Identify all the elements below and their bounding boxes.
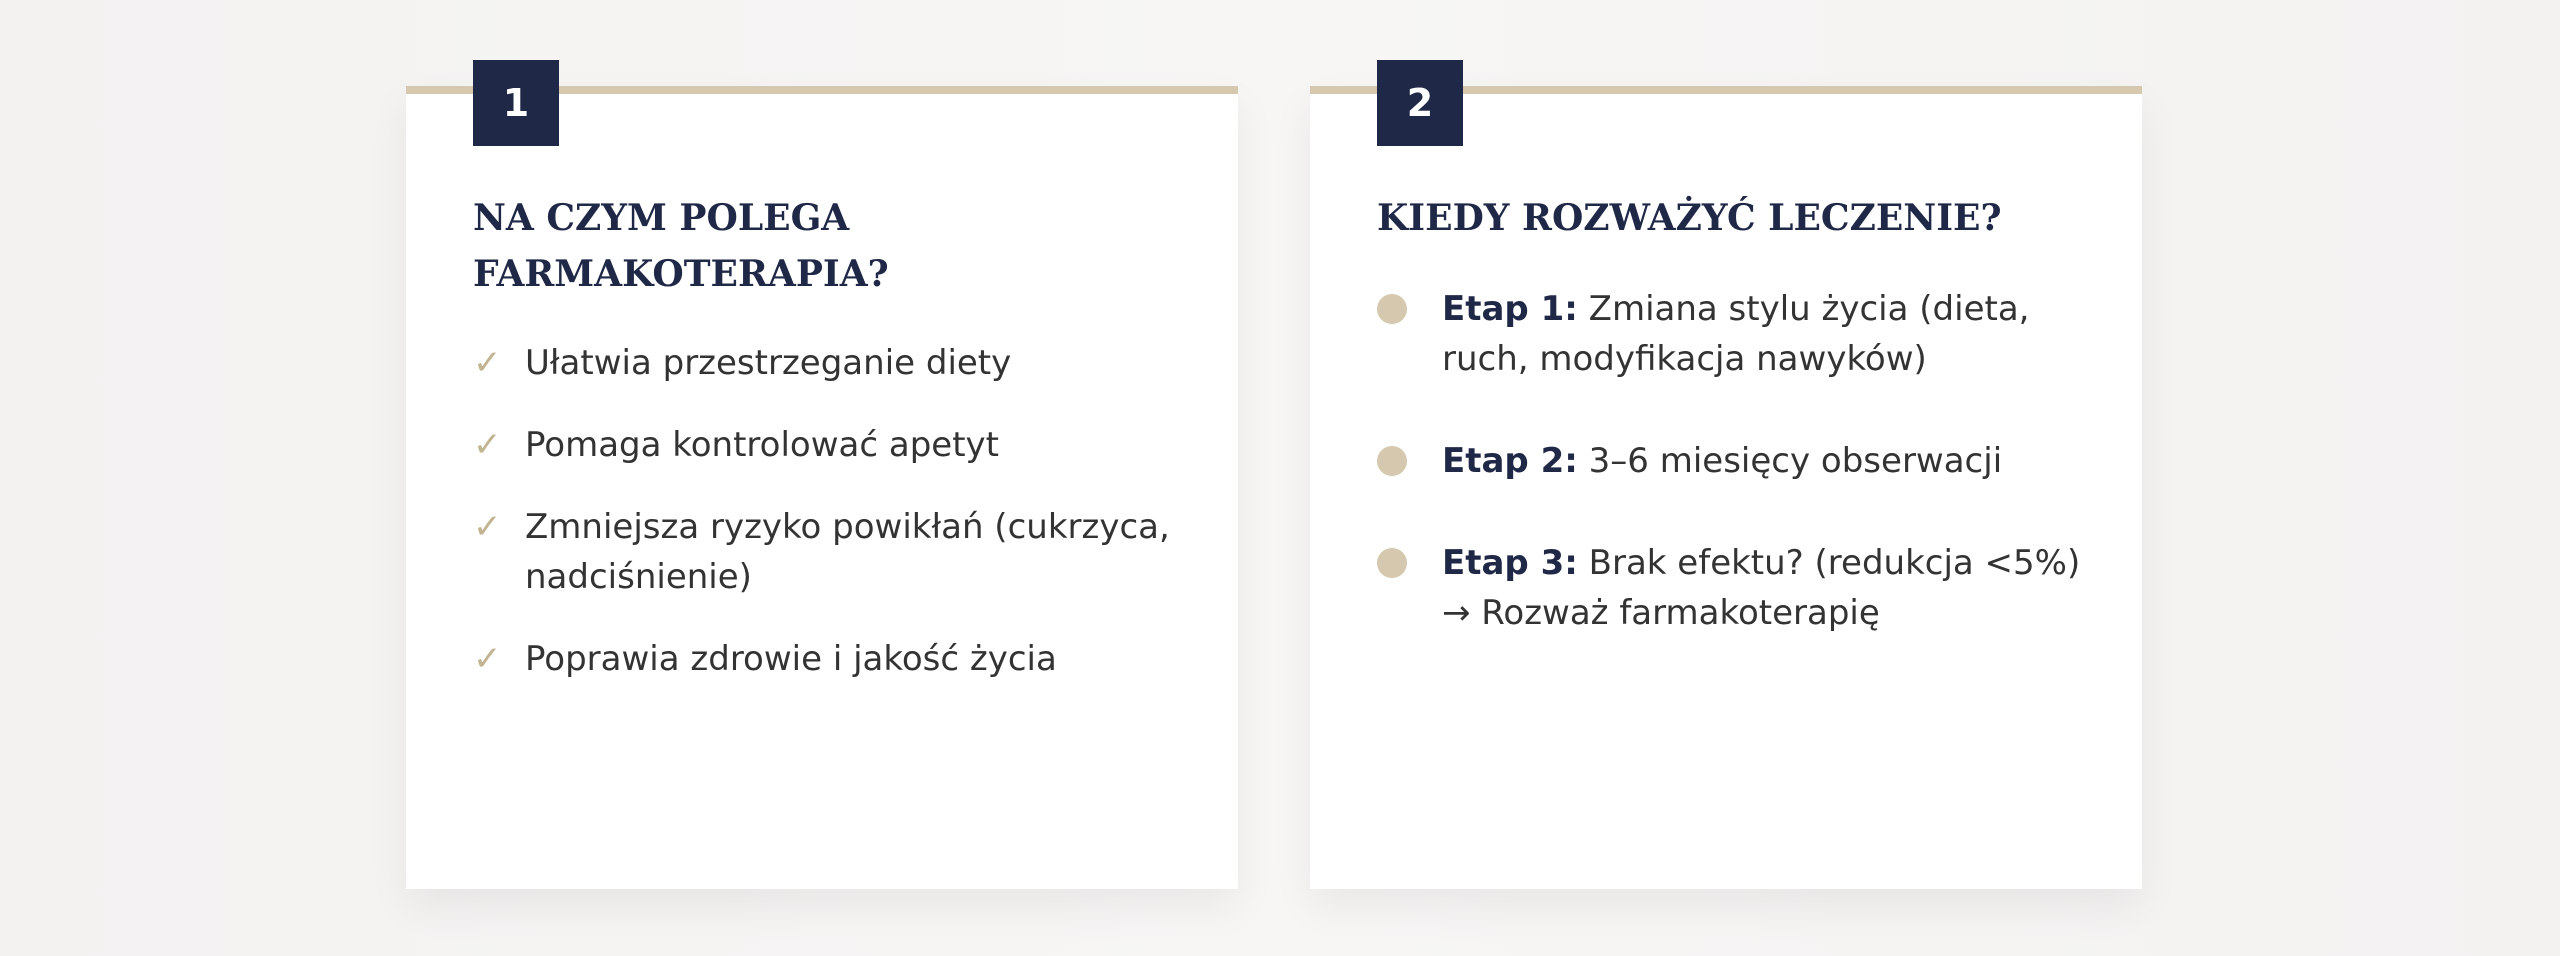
list-item: [473, 502, 1193, 602]
check-icon: ✓: [473, 425, 502, 465]
step-description: Brak efektu? (redukcja <5%) → Rozważ farmakoterapię: [1442, 543, 2081, 633]
check-icon: ✓: [473, 343, 502, 383]
card-title: KIEDY ROZWAŻYĆ LECZENIE?: [1377, 197, 2002, 239]
step-description: Zmiana stylu życia (dieta, ruch, modyfikacja nawyków): [1442, 289, 2030, 379]
list-item: [473, 634, 1193, 684]
list-item-text: Ułatwia przestrzeganie diety: [525, 343, 1012, 383]
step-text: [1442, 436, 2002, 486]
list-item: [473, 338, 1193, 388]
card-number-badge: 2: [1377, 60, 1463, 146]
card-number-badge: 1: [473, 60, 559, 146]
step-text: [1442, 284, 2082, 384]
check-icon: ✓: [473, 639, 502, 679]
list-item: [1377, 538, 2097, 638]
list-item: [1377, 436, 2097, 486]
bullet-dot-icon: [1377, 548, 1407, 578]
list-item-text: Poprawia zdrowie i jakość życia: [525, 639, 1057, 679]
step-label: Etap 1:: [1442, 289, 1578, 329]
list-item-text: Pomaga kontrolować apetyt: [525, 425, 999, 465]
step-label: Etap 3:: [1442, 543, 1578, 583]
check-icon: ✓: [473, 507, 502, 547]
list-item-text: Zmniejsza ryzyko powikłań (cukrzyca, nadciśnienie): [525, 507, 1170, 597]
step-description: 3–6 miesięcy obserwacji: [1577, 441, 2003, 481]
benefits-list: [473, 338, 1193, 716]
steps-list: [1377, 284, 2097, 690]
card-title: NA CZYM POLEGA FARMAKOTERAPIA?: [473, 197, 889, 295]
bullet-dot-icon: [1377, 294, 1407, 324]
list-item: [1377, 284, 2097, 384]
list-item: [473, 420, 1193, 470]
pharmacotherapy-card: [406, 81, 1238, 889]
bullet-dot-icon: [1377, 446, 1407, 476]
step-label: Etap 2:: [1442, 441, 1578, 481]
step-text: [1442, 538, 2082, 638]
when-to-treat-card: [1310, 81, 2142, 889]
